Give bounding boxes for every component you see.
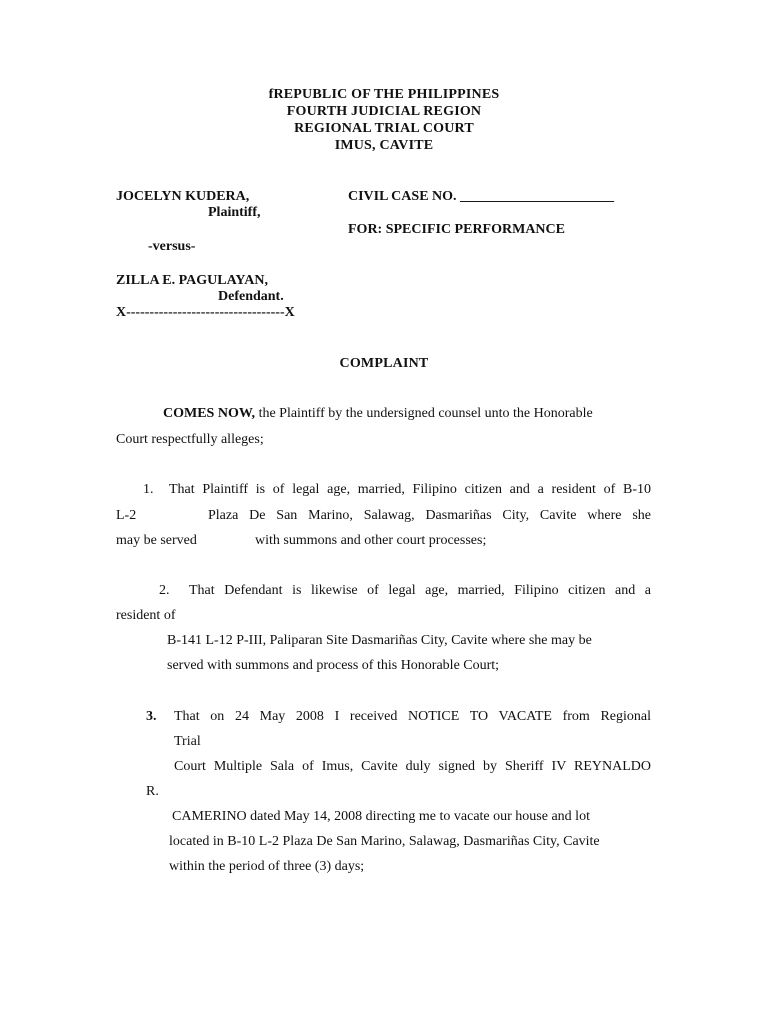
para1-line-2b: Plaza De San Marino, Salawag, Dasmariñas City, Cavite where she [208, 508, 651, 523]
para3-line-4: R. [146, 784, 159, 799]
para2-number: 2. [159, 583, 170, 598]
para1-number: 1. [143, 482, 154, 497]
plaintiff-label: Plaintiff, [208, 205, 261, 220]
para3-line-1: That on 24 May 2008 I received NOTICE TO VACATE from Regional [174, 709, 651, 724]
document-title: COMPLAINT [339, 356, 429, 371]
court-header-location: IMUS, CAVITE [334, 138, 434, 153]
para3-line-7: within the period of three (3) days; [169, 859, 365, 874]
para2-line-1: That Defendant is likewise of legal age, married, Filipino citizen and a [189, 583, 651, 598]
court-header-region: FOURTH JUDICIAL REGION [286, 104, 482, 119]
para1-line-3b: with summons and other court processes; [255, 533, 487, 548]
intro-line-1 [163, 406, 651, 422]
plaintiff-name: JOCELYN KUDERA, [116, 189, 250, 204]
para3-line-5: CAMERINO dated May 14, 2008 directing me to vacate our house and lot [172, 809, 590, 824]
para1-line-1: That Plaintiff is of legal age, married, Filipino citizen and a resident of B-10 [169, 482, 651, 497]
para1-line-2a: L-2 [116, 508, 137, 523]
para3-line-6: located in B-10 L-2 Plaza De San Marino, Salawag, Dasmariñas City, Cavite [169, 834, 600, 849]
para2-line-3: B-141 L-12 P-III, Paliparan Site Dasmariñas City, Cavite where she may be [167, 633, 592, 648]
civil-case-number: CIVIL CASE NO. ______________________ [348, 189, 615, 204]
para1-line-3a: may be served [116, 533, 197, 548]
case-nature: FOR: SPECIFIC PERFORMANCE [348, 222, 565, 237]
intro-line-2: Court respectfully alleges; [116, 432, 264, 447]
para2-line-4: served with summons and process of this Honorable Court; [167, 658, 500, 673]
versus-label: -versus- [148, 239, 196, 254]
intro-text-1: the Plaintiff by the undersigned counsel unto the Honorable [258, 406, 593, 421]
court-header-republic: fREPUBLIC OF THE PHILIPPINES [268, 87, 500, 102]
court-header-court: REGIONAL TRIAL COURT [294, 121, 474, 136]
caption-separator: X----------------------------------X [116, 305, 295, 320]
para2-line-2: resident of [116, 608, 176, 623]
intro-comes-now: COMES NOW, [163, 406, 256, 421]
para3-number: 3. [146, 709, 157, 724]
para3-line-2: Trial [174, 734, 201, 749]
defendant-name: ZILLA E. PAGULAYAN, [116, 273, 268, 288]
para3-line-3: Court Multiple Sala of Imus, Cavite duly signed by Sheriff IV REYNALDO [174, 759, 651, 774]
defendant-label: Defendant. [218, 289, 284, 304]
